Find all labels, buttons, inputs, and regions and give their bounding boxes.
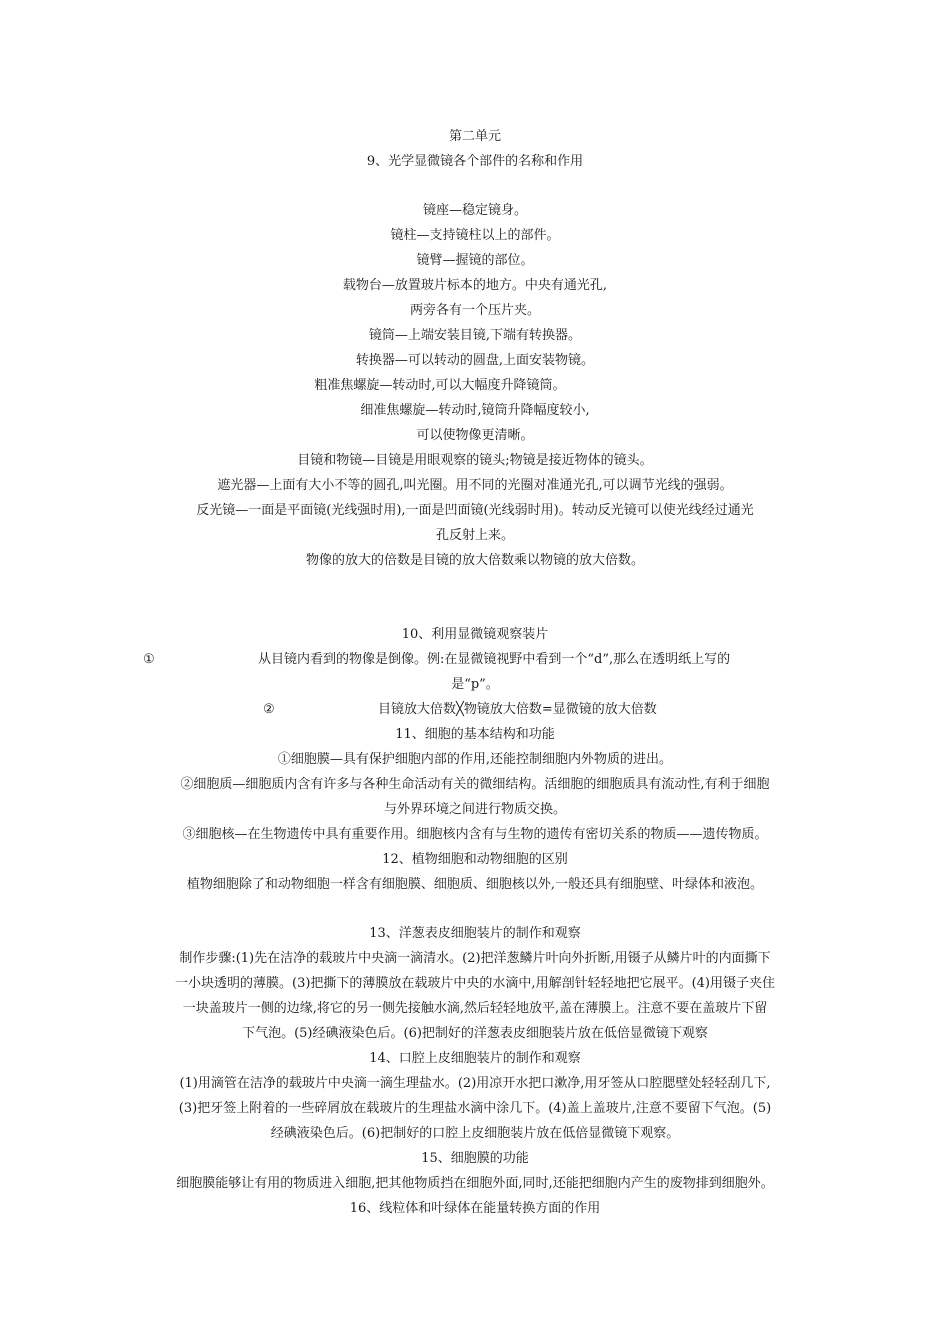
s9-line: 遮光器—上面有大小不等的圆孔,叫光圈。用不同的光圈对准通光孔,可以调节光线的强弱。	[217, 478, 733, 493]
s11-line: ③细胞核—在生物遗传中具有重要作用。细胞核内含有与生物的遗传有密切关系的物质——遗传物质。	[182, 827, 768, 842]
s9-line: 两旁各有一个压片夹。	[409, 303, 540, 318]
s11-line: 与外界环境之间进行物质交换。	[383, 802, 566, 817]
section-11-title: 11、细胞的基本结构和功能	[395, 727, 555, 742]
list-marker: ①	[143, 652, 155, 667]
s10-item-1-continuation: 是“p”。	[451, 677, 499, 692]
s9-line: 目镜和物镜—目镜是用眼观察的镜头;物镜是接近物体的镜头。	[297, 453, 653, 468]
s13-line: 一小块透明的薄膜。(3)把撕下的薄膜放在载玻片中央的水滴中,用解剖针轻轻地把它展平。(4)用镊子夹住	[175, 976, 775, 991]
section-13-title: 13、洋葱表皮细胞装片的制作和观察	[369, 926, 581, 941]
s9-line: 镜臂—握镜的部位。	[416, 253, 534, 268]
list-marker: ②	[263, 702, 275, 717]
s10-item-2-text: 目镜放大倍数╳物镜放大倍数=显微镜的放大倍数	[378, 702, 657, 717]
section-12-title: 12、植物细胞和动物细胞的区别	[382, 852, 568, 867]
s11-line: ①细胞膜—具有保护细胞内部的作用,还能控制细胞内外物质的进出。	[277, 752, 673, 767]
s13-line: 一块盖玻片一侧的边缘,将它的另一侧先接触水滴,然后轻轻地放平,盖在薄膜上。注意不要在盖玻片下留	[182, 1001, 768, 1016]
s14-line: (3)把牙签上附着的一些碎屑放在载玻片的生理盐水滴中涂几下。(4)盖上盖玻片,注意不要留下气泡。(5)	[178, 1101, 772, 1116]
unit-title: 第二单元	[448, 129, 501, 144]
s13-line: 制作步骤:(1)先在洁净的载玻片中央滴一滴清水。(2)把洋葱鳞片叶向外折断,用镊子从鳞片叶的内面撕下	[179, 951, 771, 966]
s9-line: 细准焦螺旋—转动时,镜筒升降幅度较小,	[360, 403, 590, 418]
s14-line: (1)用滴管在洁净的载玻片中央滴一滴生理盐水。(2)用凉开水把口漱净,用牙签从口腔腮壁处轻轻刮几下,	[179, 1076, 771, 1091]
s9-line: 镜座—稳定镜身。	[422, 203, 527, 218]
s10-item-1-text: 从目镜内看到的物像是倒像。例:在显微镜视野中看到一个“d”,那么在透明纸上写的	[258, 652, 731, 667]
section-9-title: 9、光学显微镜各个部件的名称和作用	[366, 154, 584, 169]
section-16-title: 16、线粒体和叶绿体在能量转换方面的作用	[349, 1201, 601, 1216]
section-14-title: 14、口腔上皮细胞装片的制作和观察	[369, 1051, 581, 1066]
s9-line: 粗准焦螺旋—转动时,可以大幅度升降镜筒。	[314, 378, 566, 393]
s9-line: 镜筒—上端安装目镜,下端有转换器。	[368, 328, 582, 343]
s9-line: 孔反射上来。	[435, 528, 514, 543]
s9-line: 载物台—放置玻片标本的地方。中央有通光孔,	[342, 278, 608, 293]
s9-line: 转换器—可以转动的圆盘,上面安装物镜。	[355, 353, 595, 368]
s15-line: 细胞膜能够让有用的物质进入细胞,把其他物质挡在细胞外面,同时,还能把细胞内产生的废物排到细胞外。	[176, 1176, 774, 1191]
s9-line: 可以使物像更清晰。	[416, 428, 534, 443]
s12-line: 植物细胞除了和动物细胞一样含有细胞膜、细胞质、细胞核以外,一般还具有细胞壁、叶绿体和液泡。	[186, 877, 764, 892]
s11-line: ②细胞质—细胞质内含有许多与各种生命活动有关的微细结构。活细胞的细胞质具有流动性,有利于细胞	[180, 777, 770, 792]
s14-line: 经碘液染色后。(6)把制好的口腔上皮细胞装片放在低倍显微镜下观察。	[270, 1126, 680, 1141]
s9-line: 镜柱—支持镜柱以上的部件。	[390, 228, 560, 243]
section-10-title: 10、利用显微镜观察装片	[401, 627, 549, 642]
s9-line: 物像的放大的倍数是目镜的放大倍数乘以物镜的放大倍数。	[305, 553, 644, 568]
section-15-title: 15、细胞膜的功能	[421, 1151, 529, 1166]
s13-line: 下气泡。(5)经碘液染色后。(6)把制好的洋葱表皮细胞装片放在低倍显微镜下观察	[242, 1026, 708, 1041]
s9-line: 反光镜—一面是平面镜(光线强时用),一面是凹面镜(光线弱时用)。转动反光镜可以使光线经过通光	[196, 503, 754, 518]
